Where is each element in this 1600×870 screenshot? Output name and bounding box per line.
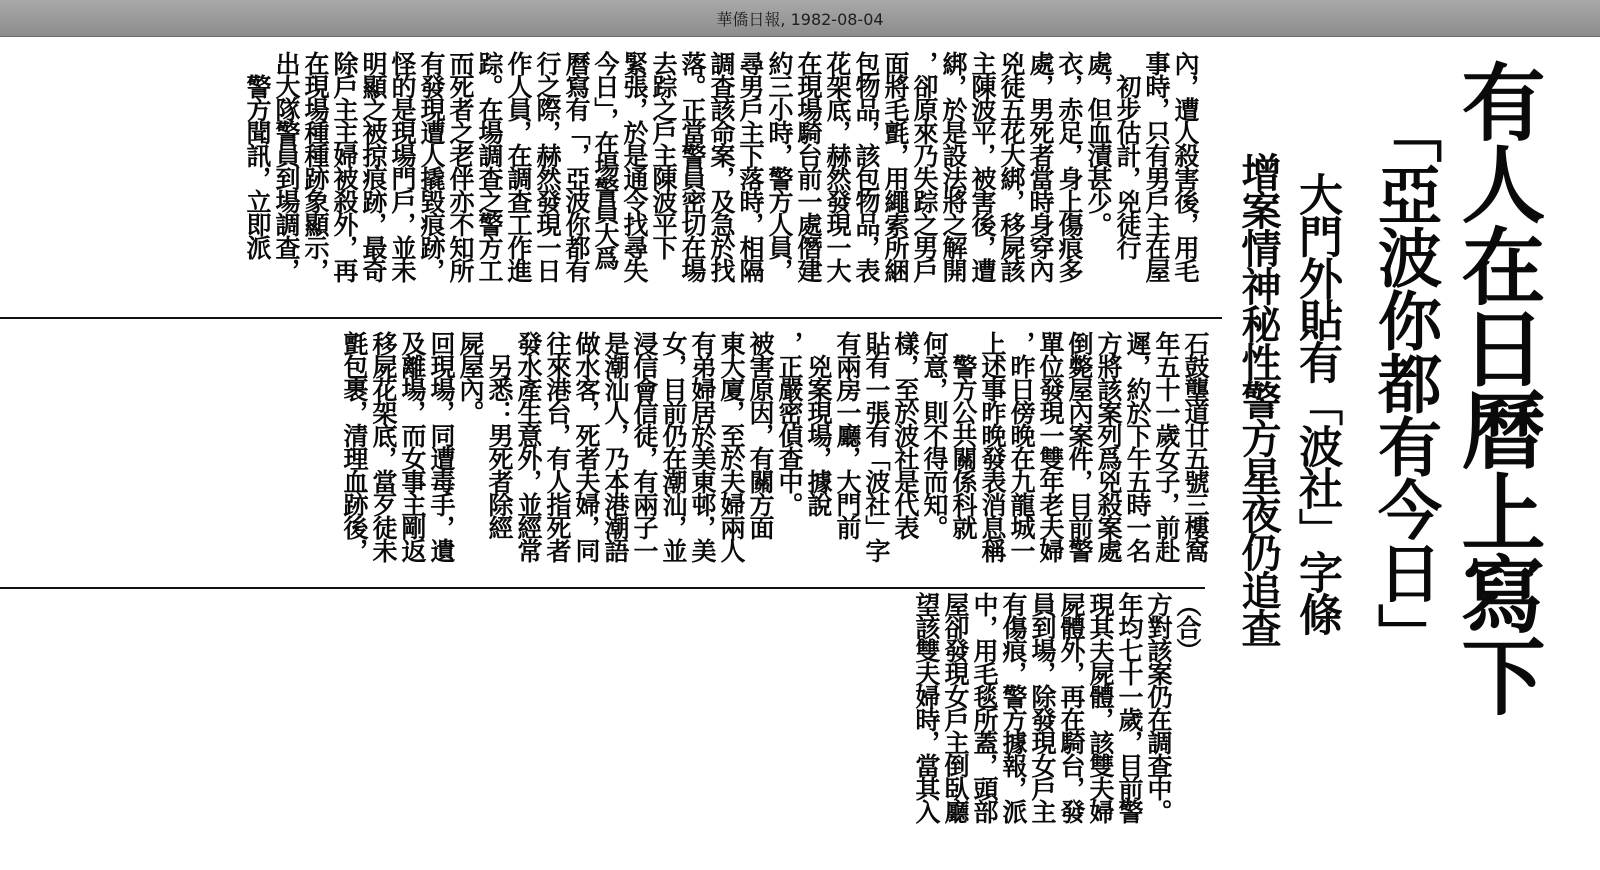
column-divider-bottom: [0, 587, 1205, 589]
window-title: 華僑日報, 1982-08-04: [716, 9, 884, 29]
column-divider-top: [0, 317, 1222, 319]
article-body-bottom: （合） 方對該案仍在調查中。 年均七十一歲，目前警 現其夫屍體，該雙夫婦 屍體外，再在騎台，發 員到場，除發現女戶主 有傷痕，警方據報，派 中，用毛毯所蓋，頭部 屋卻發現女戶主倒臥廳 望該雙夫婦時，當其入: [912, 592, 1202, 822]
window-titlebar: [0, 0, 1600, 37]
headline: 有人在日曆上寫下: [1448, 59, 1547, 715]
deck-line-1: 大門外貼有「波社」字條: [1291, 172, 1342, 634]
headline-quote: 「亞波你都有今日」: [1367, 99, 1442, 666]
article-body-top: 內，遭人殺害後，用毛 事時，只有男戶主在屋 初步估計，兇徒行 處，但血漬甚少。 衣，赤足，身上傷痕多 處，男死者當時身穿內 兇徒五花大綁，移屍該 主陳波平，被害後，遭 綁，於是設法將之解開 ，卻原來乃失踪之男戶 面將毛氈，用繩索所綑 包物品，該包物品，表 花架底，赫然發現一大 在現場騎台前一處僭建 約三小時，警方人員， 尋男戶主下落時，相隔 調查該命案，及急於找 落。正當警員密切在場 去踪之戶主陳波平下 緊張，於是通令找尋失 今日」，在場警員大爲 曆寫有「，亞波你都有 行之際，赫然發現一日 作人員，在調查工作進 踪。在場調查之警方工 而死者之老伴亦不知所 有發現遭人撬毀痕跡， 怪的是現場門戶，並未 明顯之被掠痕跡，最奇 除戶主主婦被殺外，再 在現場種種跡象顯示， 出大隊警員到場調查， 警方聞訊，立即派: [243, 51, 1200, 281]
deck-line-2: 增案情神秘性警方星夜仍追查: [1235, 152, 1282, 646]
article-body-middle: 石鼓壟道廿五號三樓窩 年五十一歲女子，前赴 遲，約於下午五時一名 方將該案列爲兇殺案處 倒斃屋內案件，目前警 單位發現一雙年老夫婦 ，昨日傍晚在九龍城一 上述事昨晚發表消息稱 警方公共關係科就 何意，則不得而知。 樣，至於波社是代表 貼有一張有「波社」字 有兩房一廳，大門前 兇案現場，據說 ，正嚴密偵查中。 被害原因，有關方面 東大廈，至於夫婦兩人 有弟婦居於美東邨，美 女，目前仍在潮汕，並 浸信會信徒，有兩子一 是潮汕人，乃本港潮語 做水客，死者夫婦，同 往來港台，有人指死者 發水產生意外，並經常 另悉：男死者除經 屍屋內。 回現場，同遭毒手，遺 及離場，而女事主剛返 移屍花架底，當歹徒未 氈包裹，清理血跡後，: [340, 331, 1210, 561]
document-viewer[interactable]: [0, 37, 1600, 870]
newspaper-clipping: [0, 37, 1600, 870]
